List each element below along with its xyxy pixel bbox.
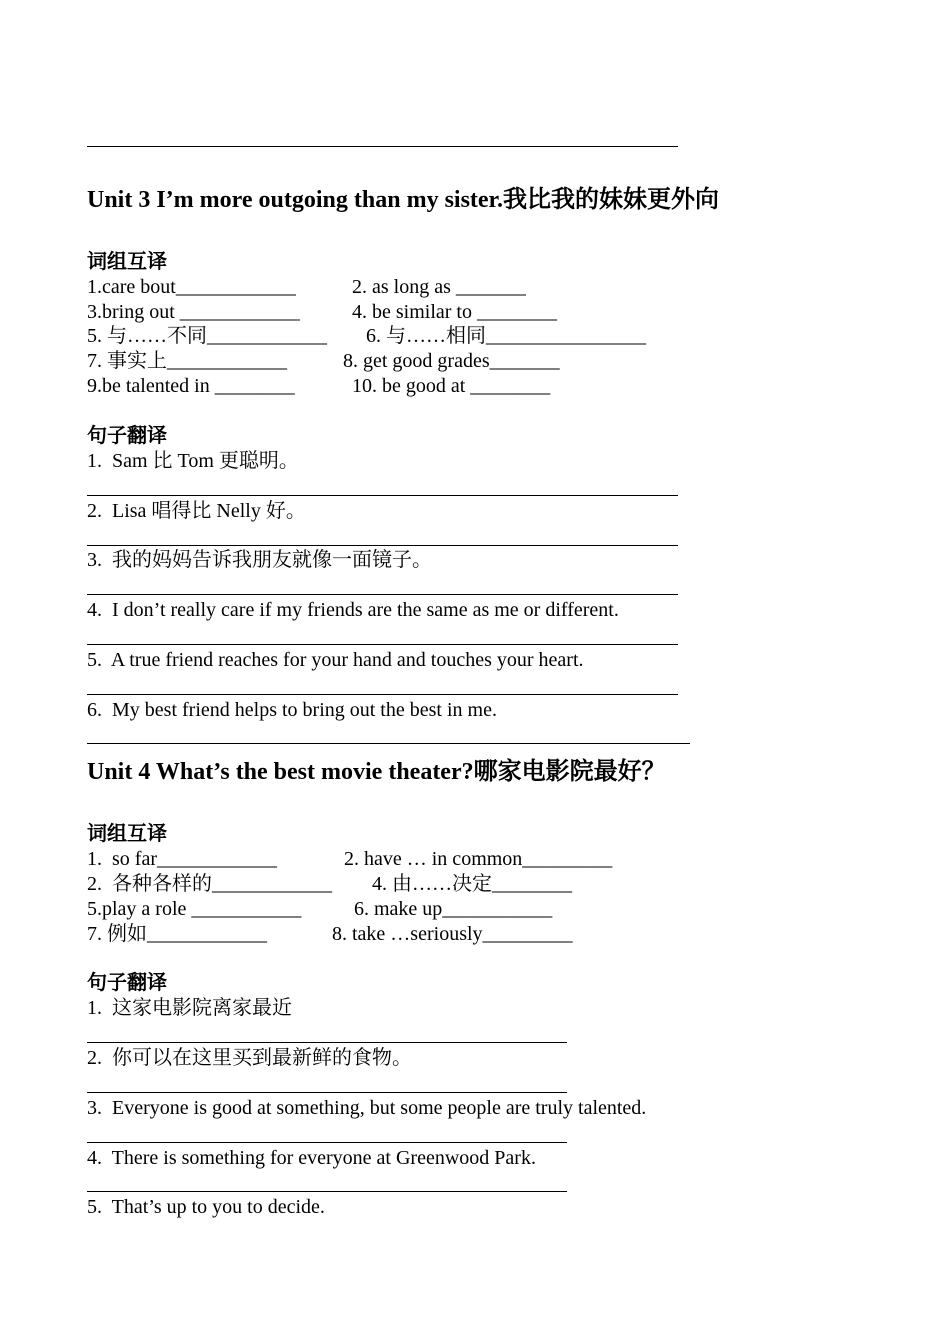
- phrase-item: 1. so far____________: [87, 848, 277, 870]
- answer-line: [87, 1092, 567, 1093]
- phrase-item: 6. 与……相同________________: [366, 325, 646, 347]
- phrase-item: 5.play a role ___________: [87, 898, 302, 920]
- answer-line: [87, 1142, 567, 1143]
- unit3-phrases-heading: 词组互译: [87, 251, 167, 273]
- answer-line: [87, 1042, 567, 1043]
- answer-line: [87, 594, 678, 595]
- answer-line: [87, 146, 678, 147]
- phrase-item: 7. 例如____________: [87, 923, 267, 945]
- phrase-item: 3.bring out ____________: [87, 301, 300, 323]
- phrase-item: 6. make up___________: [354, 898, 553, 920]
- sentence-item: 4. There is something for everyone at Greenwood Park.: [87, 1147, 536, 1169]
- unit3-title: Unit 3 I’m more outgoing than my sister.我比我的妹妹更外向: [87, 187, 720, 213]
- sentence-item: 3. Everyone is good at something, but some people are truly talented.: [87, 1097, 647, 1119]
- phrase-item: 8. get good grades_______: [343, 350, 560, 372]
- answer-line: [87, 495, 678, 496]
- answer-line: [87, 545, 678, 546]
- sentence-item: 2. 你可以在这里买到最新鲜的食物。: [87, 1047, 412, 1069]
- unit4-sentences-heading: 句子翻译: [87, 972, 167, 994]
- answer-line: [87, 743, 690, 744]
- sentence-item: 3. 我的妈妈告诉我朋友就像一面镜子。: [87, 549, 432, 571]
- phrase-item: 4. be similar to ________: [352, 301, 557, 323]
- sentence-item: 4. I don’t really care if my friends are the same as me or different.: [87, 599, 619, 621]
- unit4-phrases-heading: 词组互译: [87, 823, 167, 845]
- phrase-item: 4. 由……决定________: [372, 873, 572, 895]
- sentence-item: 1. Sam 比 Tom 更聪明。: [87, 450, 299, 472]
- phrase-item: 1.care bout____________: [87, 276, 296, 298]
- sentence-item: 5. That’s up to you to decide.: [87, 1196, 325, 1218]
- sentence-item: 5. A true friend reaches for your hand and touches your heart.: [87, 649, 584, 671]
- phrase-item: 7. 事实上____________: [87, 350, 287, 372]
- phrase-item: 10. be good at ________: [352, 375, 551, 397]
- phrase-item: 2. as long as _______: [352, 276, 526, 298]
- unit4-title: Unit 4 What’s the best movie theater?哪家电影院最好？: [87, 759, 666, 785]
- answer-line: [87, 1191, 567, 1192]
- sentence-item: 6. My best friend helps to bring out the best in me.: [87, 699, 497, 721]
- answer-line: [87, 694, 678, 695]
- sentence-item: 1. 这家电影院离家最近: [87, 997, 292, 1019]
- sentence-item: 2. Lisa 唱得比 Nelly 好。: [87, 500, 306, 522]
- unit3-sentences-heading: 句子翻译: [87, 425, 167, 447]
- phrase-item: 5. 与……不同____________: [87, 325, 327, 347]
- phrase-item: 2. have … in common_________: [344, 848, 613, 870]
- phrase-item: 8. take …seriously_________: [332, 923, 573, 945]
- phrase-item: 2. 各种各样的____________: [87, 873, 332, 895]
- phrase-item: 9.be talented in ________: [87, 375, 295, 397]
- answer-line: [87, 644, 678, 645]
